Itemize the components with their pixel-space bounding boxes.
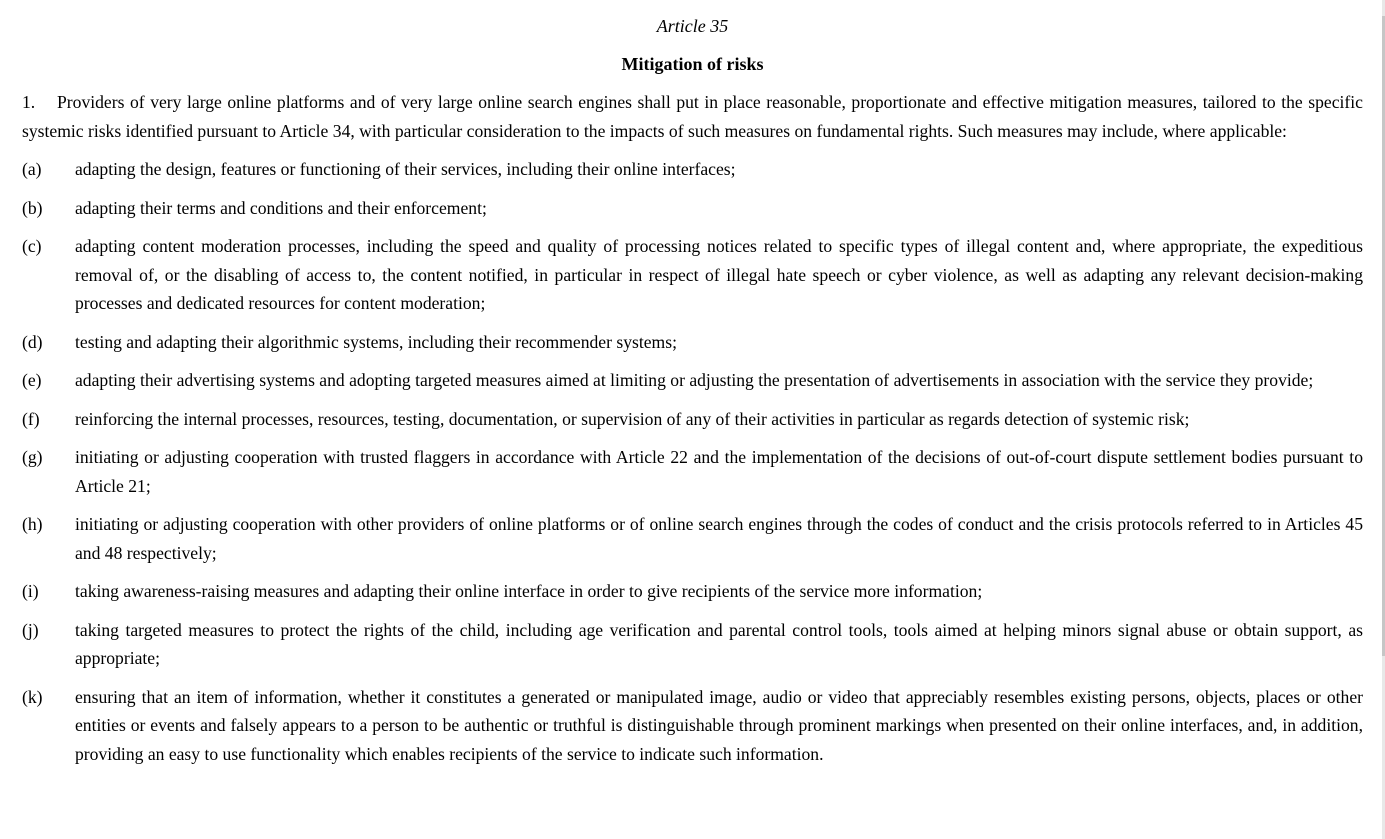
item-label: (c): [22, 236, 42, 256]
item-label: (f): [22, 408, 40, 429]
list-item: [22, 405, 1363, 434]
item-text: ensuring that an item of information, whether it constitutes a generated or manipulated image, audio or video that appreciably resembles existing persons, objects, places or other entities or events and falsely appears to a person to be authentic or truthful is distinguishable through prominent markings when presented on their online interfaces, and, in addition, providing an easy to use functionality which enables recipients of the service to indicate such information.: [75, 686, 1363, 764]
list-item: [22, 366, 1363, 395]
article-title: Mitigation of risks: [621, 54, 764, 74]
list-item: [22, 577, 1363, 606]
item-text: reinforcing the internal processes, resources, testing, documentation, or supervision of any of their activities in particular as regards detection of systemic risk;: [75, 408, 1190, 429]
item-text: initiating or adjusting cooperation with other providers of online platforms or of online search engines through the codes of conduct and the crisis protocols referred to in Articles 45 and 48 respectively;: [75, 514, 1363, 563]
list-item: [22, 616, 1363, 673]
paragraph-1: [22, 88, 1363, 145]
item-text: initiating or adjusting cooperation with trusted flaggers in accordance with Article 22 and the implementation of the decisions of out-of-court dispute settlement bodies pursuant to Article 21;: [75, 447, 1363, 496]
item-label: (i): [22, 581, 39, 601]
list-item: [22, 155, 1363, 184]
item-text: testing and adapting their algorithmic systems, including their recommender systems;: [75, 331, 677, 352]
list-item: [22, 443, 1363, 500]
item-label: (b): [22, 197, 43, 218]
measures-list: [22, 155, 1363, 768]
list-item: [22, 683, 1363, 769]
paragraph-text: Providers of very large online platforms and of very large online search engines shall put in place reasonable, proportionate and effective mitigation measures, tailored to the specific systemic risks identified pursuant to Article 34, with particular consideration to the impacts of such measures on fundamental rights. Such measures may include, where applicable:: [22, 92, 1363, 141]
list-item: [22, 510, 1363, 567]
item-label: (a): [22, 159, 42, 179]
item-text: taking targeted measures to protect the rights of the child, including age verification and parental control tools, tools aimed at helping minors signal abuse or obtain support, as appropriate;: [75, 619, 1363, 668]
item-text: taking awareness-raising measures and adapting their online interface in order to give recipients of the service more information;: [75, 581, 983, 601]
document-body: [22, 12, 1363, 778]
article-number: Article 35: [656, 16, 729, 36]
item-text: adapting their terms and conditions and their enforcement;: [75, 197, 487, 218]
item-label: (d): [22, 331, 43, 352]
item-label: (g): [22, 447, 43, 467]
item-label: (j): [22, 619, 39, 640]
list-item: [22, 328, 1363, 357]
item-text: adapting the design, features or functioning of their services, including their online interfaces;: [75, 159, 736, 179]
item-text: adapting content moderation processes, including the speed and quality of processing notices related to specific types of illegal content and, where appropriate, the expeditious removal of, or the disabling of access to, the content notified, in particular in respect of illegal hate speech or cyber violence, as well as adapting any relevant decision-making processes and dedicated resources for content moderation;: [75, 236, 1363, 313]
list-item: [22, 232, 1363, 318]
paragraph-number: 1.: [22, 92, 36, 112]
item-label: (k): [22, 686, 43, 707]
list-item: [22, 194, 1363, 223]
item-label: (h): [22, 514, 43, 534]
item-text: adapting their advertising systems and adopting targeted measures aimed at limiting or adjusting the presentation of advertisements in association with the service they provide;: [75, 370, 1314, 390]
item-label: (e): [22, 370, 42, 390]
